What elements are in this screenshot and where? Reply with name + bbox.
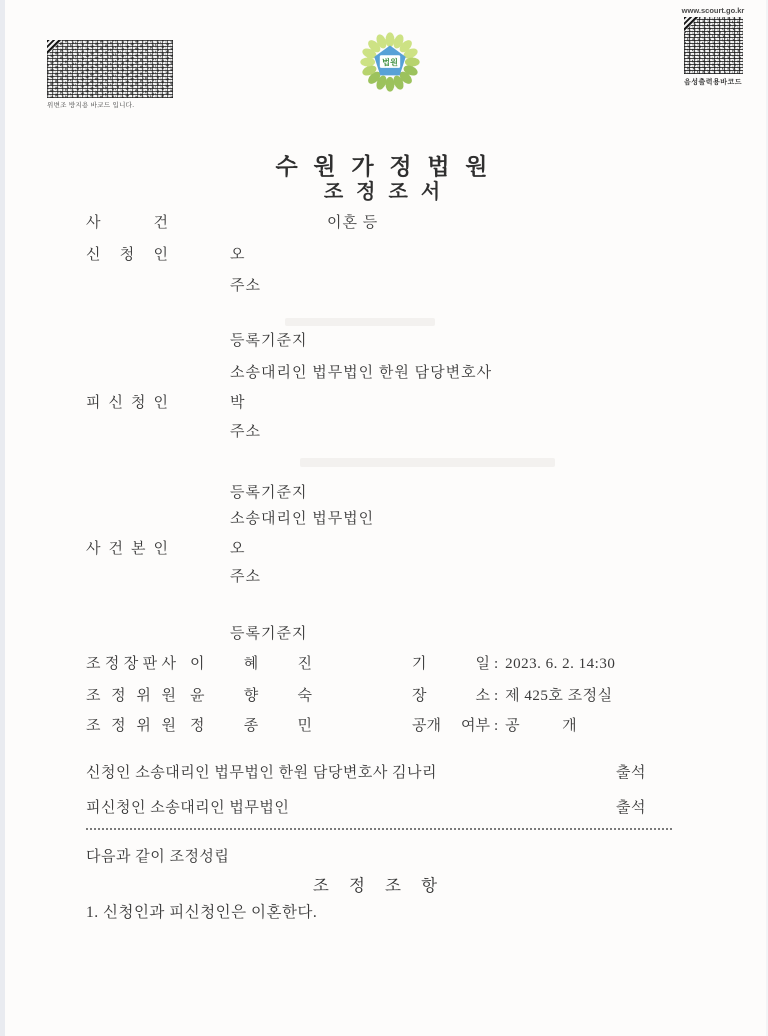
hearing-place-meta: [412, 688, 613, 705]
redaction-mark: [285, 318, 435, 326]
applicant-label: 신 청 인: [86, 247, 168, 263]
case-value: 이혼 등: [327, 215, 379, 231]
mediator-name: 윤 향 숙: [190, 688, 312, 704]
dotted-separator: [86, 828, 672, 830]
registry-label: 등록기준지: [230, 333, 308, 349]
respondent-counsel-attendance: 피신청인 소송대리인 법무법인: [86, 800, 290, 816]
mediator-row-2: [86, 718, 672, 735]
mediator-role: 조 정 위 원: [86, 688, 176, 704]
registry-label: 등록기준지: [230, 626, 308, 642]
disclosure-meta: [412, 718, 577, 735]
applicant-counsel-attendance: 신청인 소송대리인 법무법인 한원 담당변호사 김나리: [86, 765, 438, 781]
respondent-attendance-row: [86, 800, 672, 817]
disclosure-label: 공개 여부: [412, 718, 490, 734]
registry-label: 등록기준지: [230, 485, 308, 501]
presiding-judge-row: [86, 656, 672, 673]
judge-name: 이 혜 진: [190, 656, 312, 672]
applicant-counsel-row: [86, 365, 672, 382]
principal-address-row: [86, 569, 672, 586]
date-label: 기 일: [412, 656, 490, 672]
respondent-counsel-row: [86, 511, 672, 528]
disclosure-value: 공 개: [505, 718, 578, 734]
qr-finder-pattern: [684, 17, 699, 32]
clause-1: 1. 신청인과 피신청인은 이혼한다.: [86, 904, 318, 921]
respondent-registry-row: [86, 485, 672, 502]
applicant-name: 오: [230, 247, 246, 263]
case-principal-name: 오: [230, 541, 246, 557]
hearing-place: 제 425호 조정실: [505, 688, 613, 704]
colon: :: [494, 718, 499, 734]
document-type-title: 조 정 조 서: [323, 181, 445, 203]
court-website-url: www.scourt.go.kr: [681, 6, 745, 15]
clauses-section-title: 조 정 조 항: [312, 876, 446, 895]
emblem-label: 법원: [382, 57, 398, 67]
hearing-datetime: 2023. 6. 2. 14:30: [505, 656, 616, 672]
mediator-role: 조 정 위 원: [86, 718, 176, 734]
mediator-row-1: [86, 688, 672, 705]
case-label: 사 건: [86, 215, 168, 231]
document-body: [86, 0, 672, 1036]
voice-output-barcode: [684, 17, 743, 74]
respondent-address-row: [86, 424, 672, 441]
place-label: 장 소: [412, 688, 490, 704]
barcode-finder-pattern: [47, 40, 62, 55]
colon: :: [494, 688, 499, 704]
respondent-label: 피 신 청 인: [86, 395, 168, 411]
case-principal-row: [86, 541, 672, 558]
respondent-name: 박: [230, 395, 246, 411]
address-label: 주소: [230, 424, 261, 440]
case-row: [86, 215, 672, 232]
applicant-row: [86, 247, 672, 264]
applicant-attendance-row: [86, 765, 672, 782]
principal-registry-row: [86, 626, 672, 643]
mediator-name: 정 종 민: [190, 718, 312, 734]
attendance-status: 출석: [616, 800, 646, 816]
applicant-address-row: [86, 278, 672, 295]
colon: :: [494, 656, 499, 672]
voice-barcode-caption: 음성출력용바코드: [683, 79, 743, 86]
redaction-mark: [300, 458, 555, 467]
case-principal-label: 사 건 본 인: [86, 541, 168, 557]
hearing-date-meta: [412, 656, 615, 673]
address-label: 주소: [230, 569, 261, 585]
respondent-row: [86, 395, 672, 412]
counsel-text: 소송대리인 법무법인 한원 담당변호사: [230, 365, 493, 381]
address-label: 주소: [230, 278, 261, 294]
settlement-intro: 다음과 같이 조정성립: [86, 849, 230, 865]
counsel-text: 소송대리인 법무법인: [230, 511, 375, 527]
judge-role: 조 정 장 판 사: [86, 656, 176, 672]
court-name-title: 수 원 가 정 법 원: [275, 154, 493, 179]
anti-forgery-caption: 위변조 방지용 바코드 입니다.: [47, 102, 135, 109]
attendance-status: 출석: [616, 765, 646, 781]
applicant-registry-row: [86, 333, 672, 350]
